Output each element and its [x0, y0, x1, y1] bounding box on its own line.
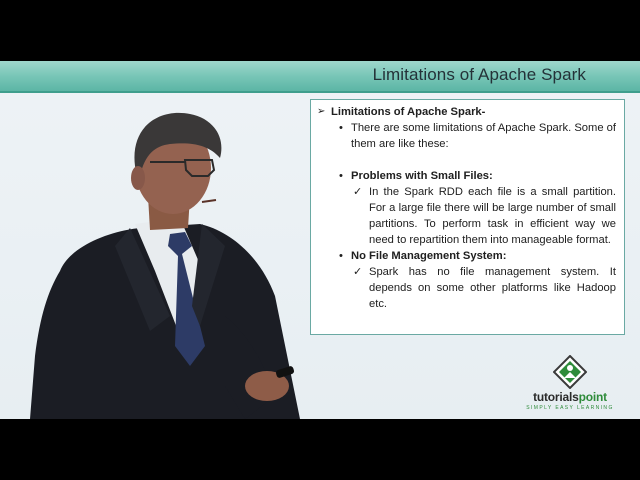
section-title-file-management: • No File Management System: — [339, 250, 507, 262]
dot-bullet-icon: • — [339, 250, 343, 262]
content-box — [310, 99, 625, 335]
title-bar — [0, 61, 640, 93]
check-icon: ✓ — [353, 266, 363, 278]
logo-name: tutorialspoint — [533, 390, 607, 404]
tutorialspoint-logo — [515, 353, 625, 413]
letterbox-top — [0, 0, 640, 61]
presenter-figure — [30, 96, 305, 419]
spacer — [317, 152, 616, 168]
main-heading: ➢ Limitations of Apache Spark- — [317, 106, 486, 118]
intro-point: • There are some limitations of Apache Spark. Some of them are like these: — [339, 122, 616, 150]
arrow-bullet-icon: ➢ — [317, 106, 326, 117]
dot-bullet-icon: • — [339, 170, 343, 182]
check-icon: ✓ — [353, 186, 363, 198]
section-title-small-files: • Problems with Small Files: — [339, 170, 493, 182]
section-point-file-management: ✓ Spark has no file management system. It depends on some other platforms like Hadoop etc. — [353, 266, 616, 310]
letterbox-bottom — [0, 419, 640, 480]
slide-title: Limitations of Apache Spark — [372, 65, 586, 84]
dot-bullet-icon: • — [339, 122, 343, 134]
slide — [0, 61, 640, 419]
logo-mark-icon — [553, 355, 587, 389]
logo-tagline: SIMPLY EASY LEARNING — [526, 405, 614, 411]
section-point-small-files: ✓ In the Spark RDD each file is a small partition. For a large file there will be large number of small partitions. To perform task in efficient way we need to repartition them into manageable format. — [353, 186, 616, 246]
